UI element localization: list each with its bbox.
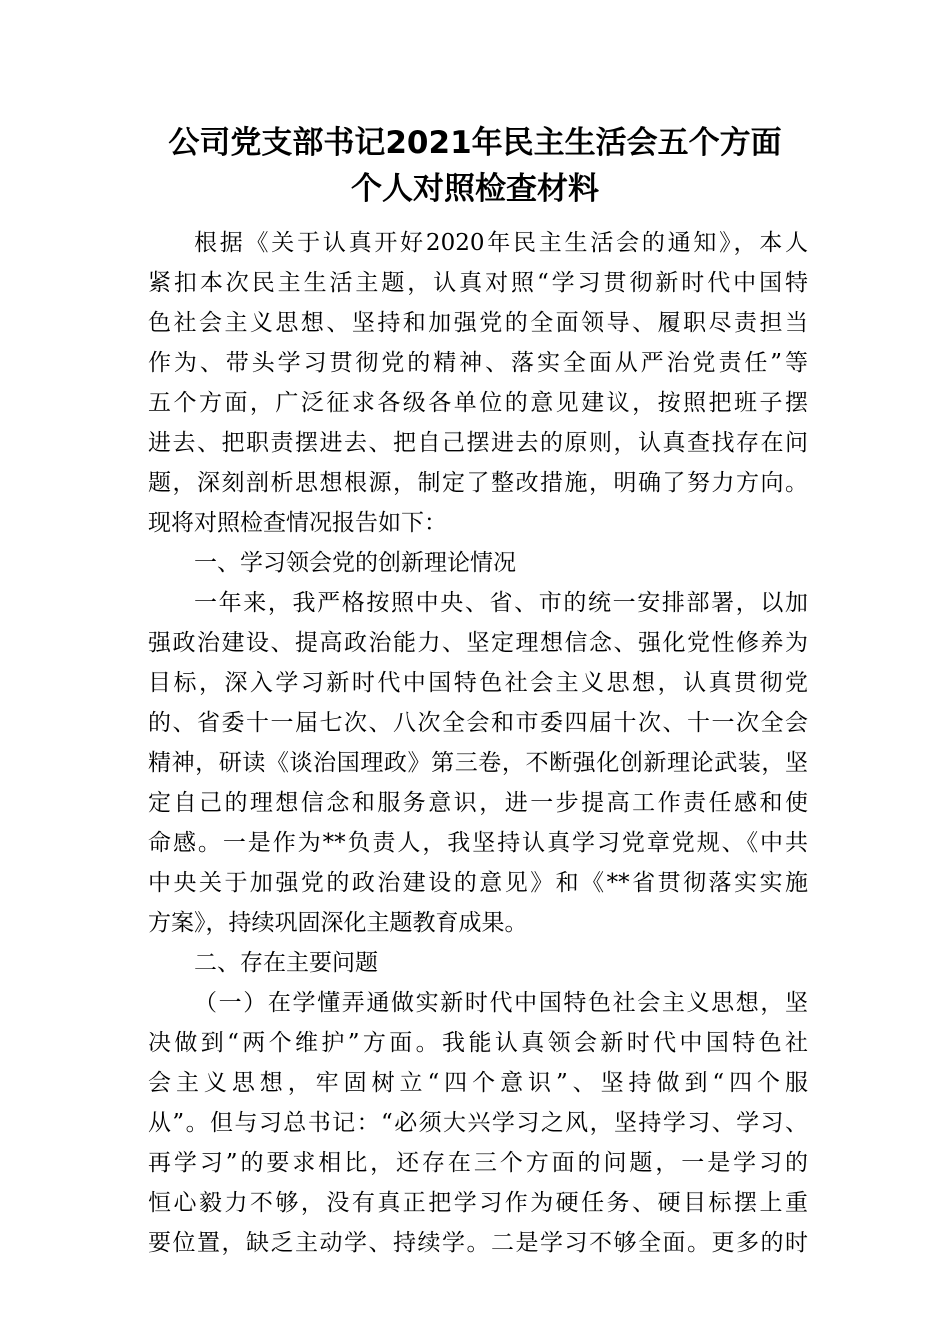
paragraph-section1-line: 精神，研读《谈治国理政》第三卷，不断强化创新理论武装，坚	[148, 750, 808, 776]
paragraph-section1-line: 方案》，持续巩固深化主题教育成果。	[148, 910, 528, 936]
paragraph-intro-line: 进去、把职责摆进去、把自己摆进去的原则，认真查找存在问	[148, 430, 808, 456]
paragraph-section2-line: 再学习”的要求相比，还存在三个方面的问题，一是学习的	[148, 1150, 808, 1176]
paragraph-section1-line: 目标，深入学习新时代中国特色社会主义思想，认真贯彻党	[148, 670, 808, 696]
paragraph-section2-line: 会主义思想，牢固树立“四个意识”、坚持做到“四个服	[148, 1070, 808, 1096]
paragraph-intro-line: 五个方面，广泛征求各级各单位的意见建议，按照把班子摆	[148, 390, 808, 416]
paragraph-intro-line: 紧扣本次民主生活主题，认真对照“学习贯彻新时代中国特	[148, 270, 808, 296]
document-title-line-2: 个人对照检查材料	[351, 171, 599, 207]
paragraph-intro-line: 根据《关于认真开好2020年民主生活会的通知》，本人	[194, 230, 808, 256]
section-heading-2: 二、存在主要问题	[194, 950, 378, 976]
paragraph-section2-line: （一）在学懂弄通做实新时代中国特色社会主义思想，坚	[194, 990, 808, 1016]
paragraph-intro-line: 题，深刻剖析思想根源，制定了整改措施，明确了努力方向。	[148, 470, 808, 496]
paragraph-section2-line: 从”。但与习总书记：“必须大兴学习之风，坚持学习、学习、	[148, 1110, 808, 1136]
paragraph-section1-line: 定自己的理想信念和服务意识，进一步提高工作责任感和使	[148, 790, 808, 816]
paragraph-section1-line: 强政治建设、提高政治能力、坚定理想信念、强化党性修养为	[148, 630, 808, 656]
paragraph-intro-line: 色社会主义思想、坚持和加强党的全面领导、履职尽责担当	[148, 310, 808, 336]
paragraph-section1-line: 的、省委十一届七次、八次全会和市委四届十次、十一次全会	[148, 710, 808, 736]
paragraph-section1-line: 一年来，我严格按照中央、省、市的统一安排部署，以加	[194, 590, 808, 616]
paragraph-section2-line: 恒心毅力不够，没有真正把学习作为硬任务、硬目标摆上重	[148, 1190, 808, 1216]
paragraph-section1-line: 命感。一是作为**负责人，我坚持认真学习党章党规、《中共	[148, 830, 808, 856]
section-heading-1: 一、学习领会党的创新理论情况	[194, 550, 516, 576]
paragraph-section2-line: 要位置，缺乏主动学、持续学。二是学习不够全面。更多的时	[148, 1230, 808, 1256]
paragraph-section1-line: 中央关于加强党的政治建设的意见》和《**省贯彻落实实施	[148, 870, 808, 896]
document-title-line-1: 公司党支部书记2021年民主生活会五个方面	[168, 125, 782, 161]
paragraph-intro-line: 现将对照检查情况报告如下：	[148, 510, 447, 536]
paragraph-section2-line: 决做到“两个维护”方面。我能认真领会新时代中国特色社	[148, 1030, 808, 1056]
paragraph-intro-line: 作为、带头学习贯彻党的精神、落实全面从严治党责任”等	[148, 350, 808, 376]
